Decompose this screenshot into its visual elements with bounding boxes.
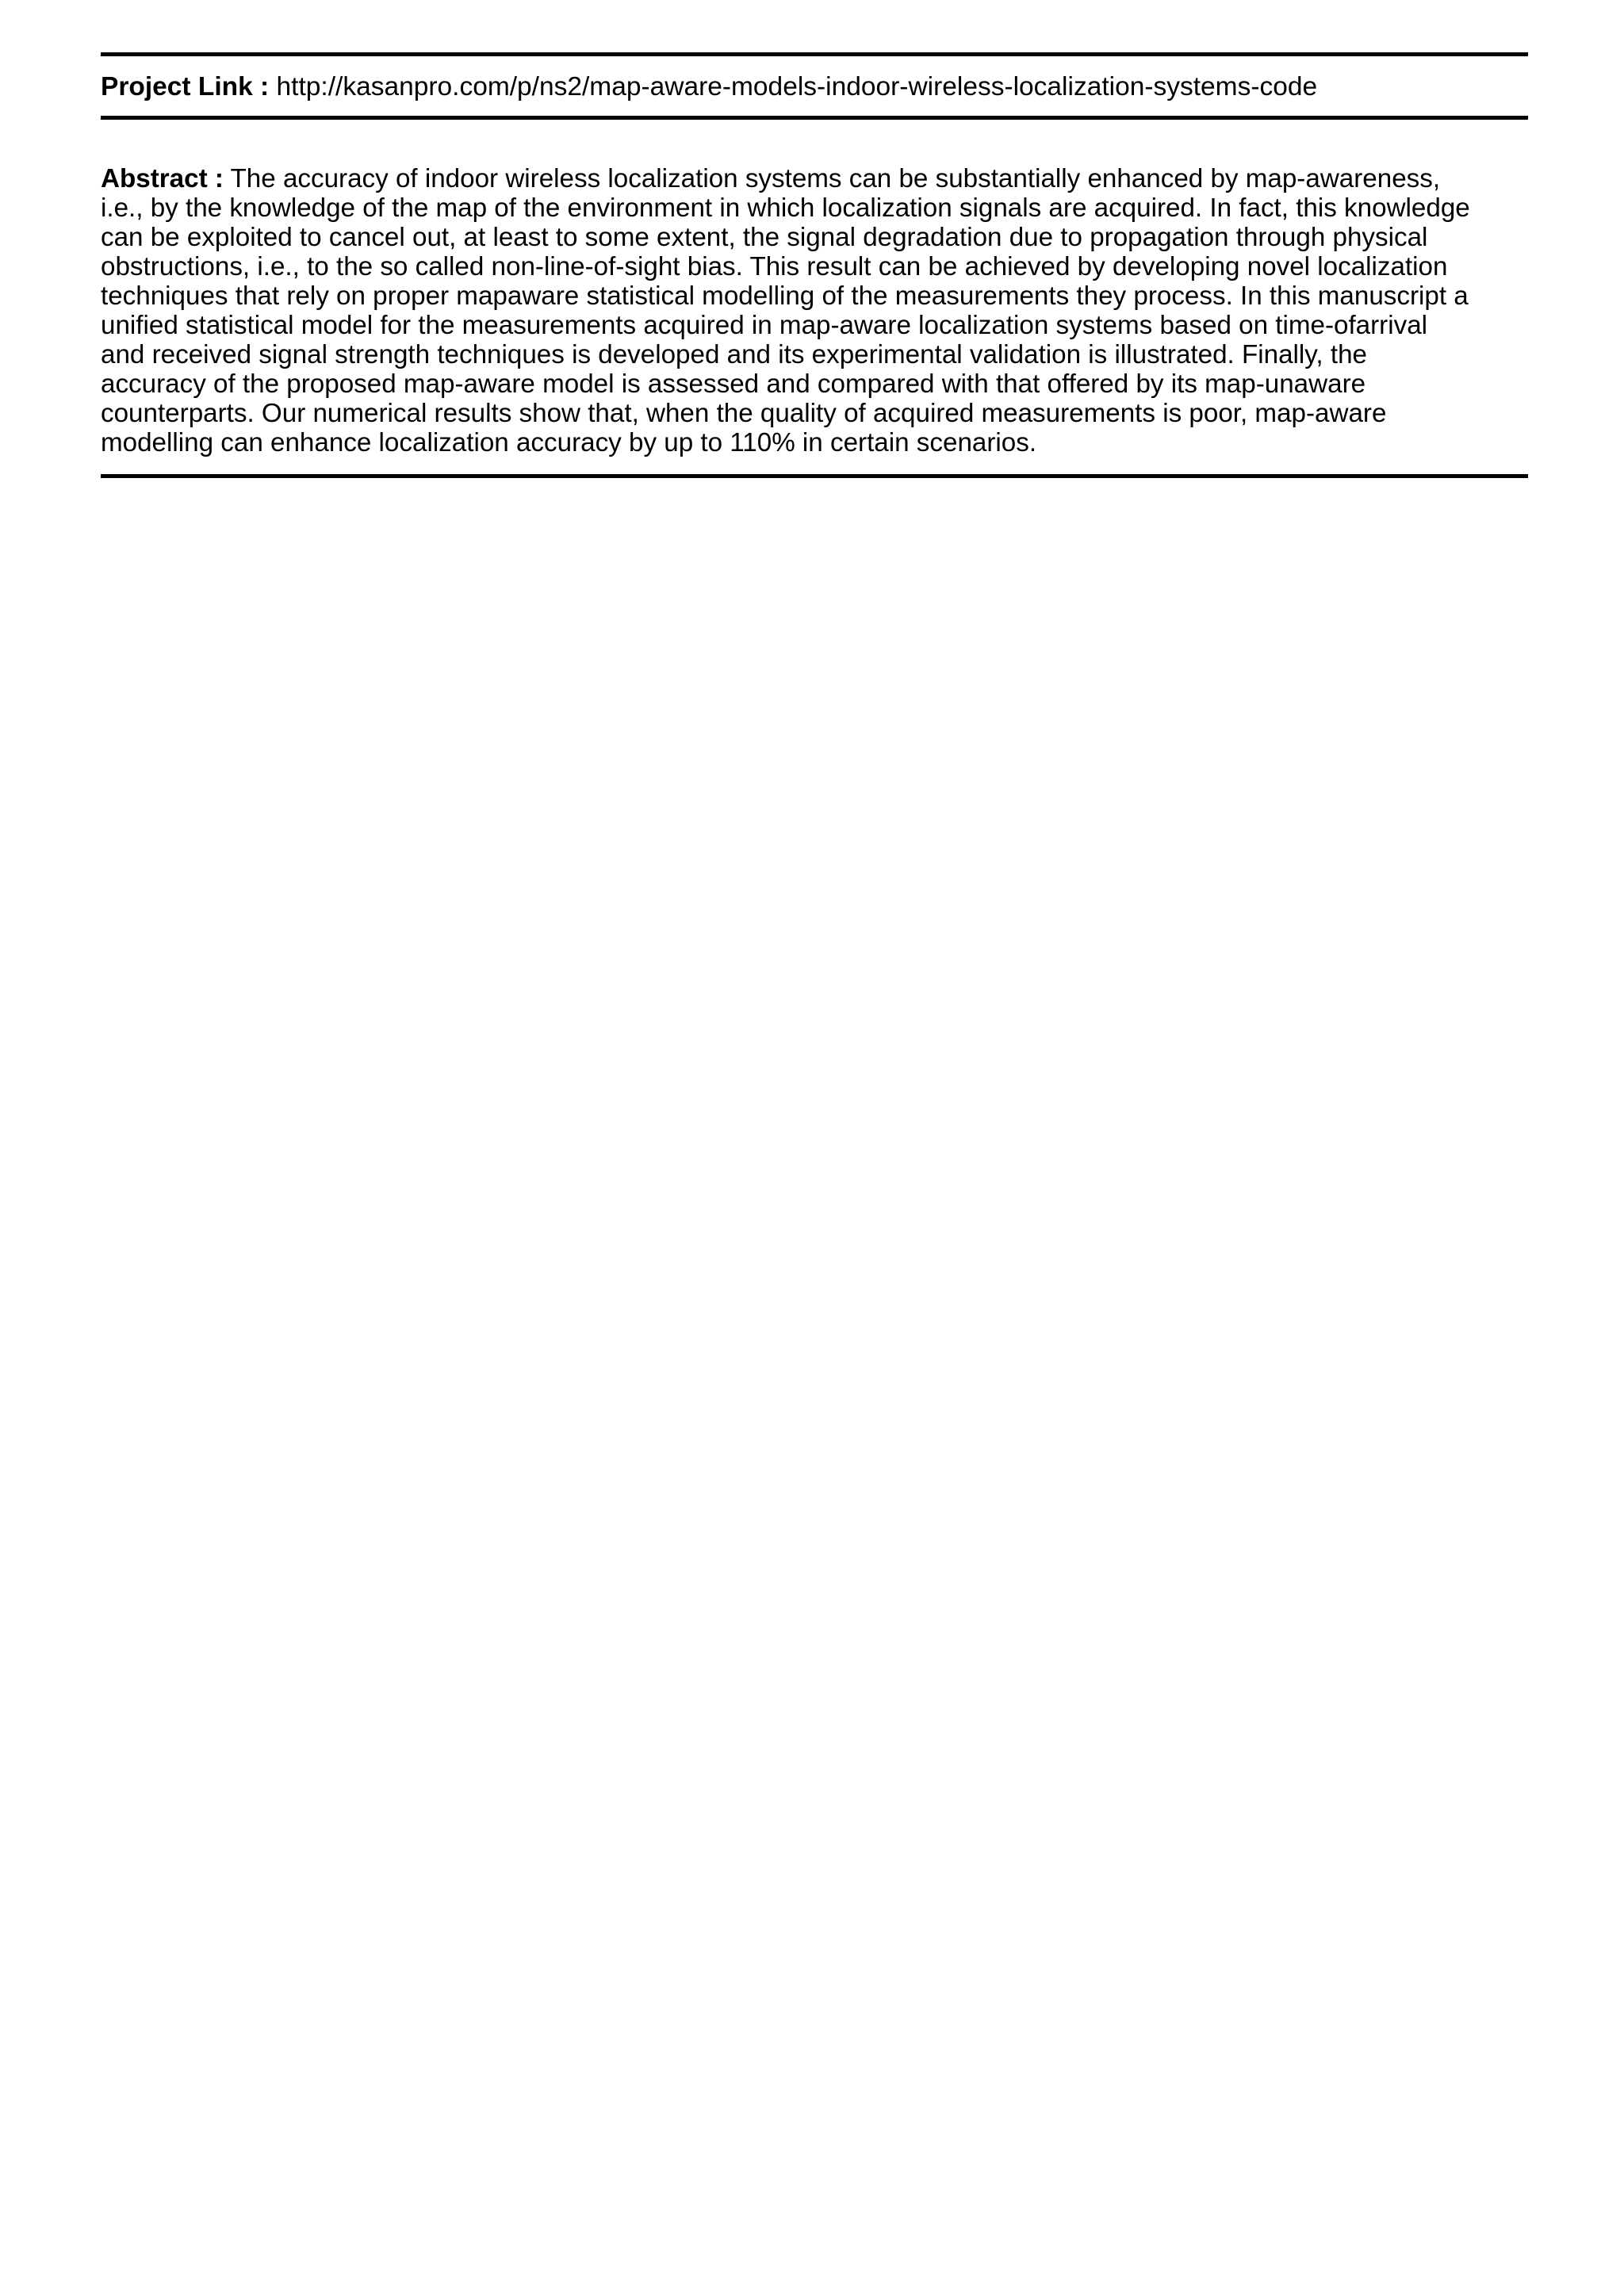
abstract-line-2: i.e., by the knowledge of the map of the environment in which localization signals are acquired. In fact, this knowledge: [101, 193, 1470, 223]
middle-divider: [101, 116, 1528, 120]
abstract-line-10: modelling can enhance localization accuracy by up to 110% in certain scenarios.: [101, 428, 1037, 457]
project-link-line: [101, 70, 1528, 105]
abstract-block: [101, 164, 1528, 457]
abstract-line-4: obstructions, i.e., to the so called non-line-of-sight bias. This result can be achieved by developing novel localization: [101, 252, 1448, 281]
project-link-label: Project Link :: [101, 72, 270, 101]
bottom-divider: [101, 474, 1528, 478]
abstract-line-1: [101, 164, 1528, 193]
abstract-line-5: techniques that rely on proper mapaware statistical modelling of the measurements they process. In this manuscript a: [101, 281, 1469, 311]
abstract-line-6: unified statistical model for the measurements acquired in map-aware localization systems based on time-ofarrival: [101, 311, 1428, 340]
top-divider: [101, 52, 1528, 56]
abstract-label: Abstract :: [101, 164, 224, 193]
abstract-line-9: counterparts. Our numerical results show that, when the quality of acquired measurements is poor, map-aware: [101, 399, 1387, 428]
abstract-line-8: accuracy of the proposed map-aware model is assessed and compared with that offered by its map-unaware: [101, 369, 1366, 399]
abstract-text: The accuracy of indoor wireless localization systems can be substantially enhanced by map-awareness,: [230, 164, 1441, 193]
abstract-line-3: can be exploited to cancel out, at least to some extent, the signal degradation due to propagation through physical: [101, 223, 1428, 252]
abstract-line-7: and received signal strength techniques is developed and its experimental validation is illustrated. Finally, the: [101, 340, 1367, 369]
project-link-url: http://kasanpro.com/p/ns2/map-aware-models-indoor-wireless-localization-systems-code: [276, 72, 1318, 101]
